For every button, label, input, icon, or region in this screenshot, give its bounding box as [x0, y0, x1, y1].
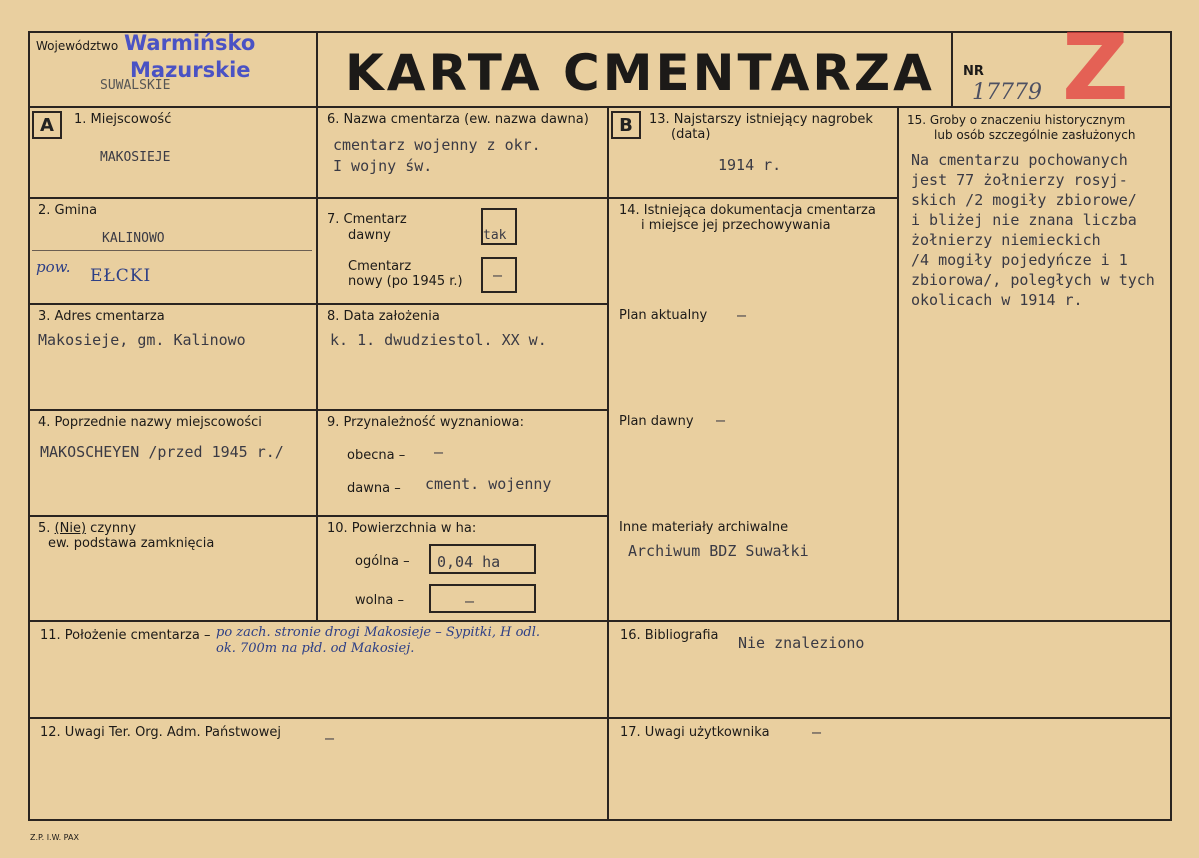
field-14-label-line2: i miejsce jej przechowywania: [641, 218, 831, 233]
field-1-label: 1. Miejscowość: [74, 112, 172, 127]
header-bottom: [28, 106, 1172, 108]
row-line-c2-3: [316, 409, 609, 411]
field-17-label: 17. Uwagi użytkownika: [620, 725, 770, 740]
field-15-line: jest 77 żołnierzy rosyj-: [911, 171, 1128, 189]
field-15-line: Na cmentarzu pochowanych: [911, 151, 1128, 169]
field-5-sub: ew. podstawa zamknięcia: [48, 536, 215, 551]
field-11-value-line1: po zach. stronie drogi Makosieje – Sypitki, H odl.: [216, 625, 541, 640]
field-9-obecna-value: –: [434, 443, 444, 461]
field-14-plan-dawny: Plan dawny: [619, 414, 694, 429]
field-11-value-line2: ok. 700m na płd. od Makosiej.: [216, 641, 415, 656]
row-line-c2-4: [316, 515, 609, 517]
field-16-value: Nie znaleziono: [738, 634, 865, 652]
field-15-label-line1: 15. Groby o znaczeniu historycznym: [907, 113, 1126, 127]
printer-mark: Z.P. I.W. PAX: [30, 833, 79, 842]
field-10-label: 10. Powierzchnia w ha:: [327, 521, 477, 536]
field-6-label: 6. Nazwa cmentarza (ew. nazwa dawna): [327, 112, 589, 127]
field-2-handwritten-pow: pow.: [36, 258, 71, 276]
typed-region: SUWALSKIE: [100, 78, 171, 93]
header-divider-2: [951, 31, 953, 107]
field-7-nowy-value: –: [493, 266, 503, 284]
field-7-dawny-value: tak: [483, 228, 507, 243]
header-divider-1: [316, 31, 318, 107]
frame-bottom: [28, 819, 1172, 821]
region-stamp-line1: Warmińsko: [124, 31, 256, 55]
field-14-plan-aktualny-value: –: [737, 306, 747, 324]
field-15-line: i bliżej nie znana liczba: [911, 211, 1137, 229]
field-7-nowy-box: [481, 257, 517, 293]
field-9-dawna: dawna –: [347, 481, 401, 496]
field-15-line: żołnierzy niemieckich: [911, 231, 1101, 249]
col-divider-1: [316, 106, 318, 620]
field-7-label: 7. Cmentarz: [327, 212, 407, 227]
field-7-dawny: dawny: [348, 228, 391, 243]
row-line-c1-3: [28, 409, 318, 411]
field-12-label: 12. Uwagi Ter. Org. Adm. Państwowej: [40, 725, 281, 740]
field-7-nowy-line2: nowy (po 1945 r.): [348, 274, 463, 289]
row-line-c1-4: [28, 515, 318, 517]
field-8-label: 8. Data założenia: [327, 309, 440, 324]
field-2-label: 2. Gmina: [38, 203, 98, 218]
row-line-c1-2: [28, 303, 318, 305]
section-b-marker: B: [611, 111, 641, 139]
field-17-value: –: [812, 723, 822, 741]
field-7-dawny-box: [481, 208, 517, 245]
section-a-marker: A: [32, 111, 62, 139]
field-1-value: MAKOSIEJE: [100, 150, 171, 165]
field-5-czynny: czynny: [90, 521, 137, 536]
field-5-label: [38, 521, 136, 537]
nr-label: NR: [963, 64, 984, 79]
col-divider-2: [607, 106, 609, 820]
row-line-c2-2: [316, 303, 609, 305]
field-10-ogolna-value: 0,04 ha: [437, 553, 501, 571]
field-9-obecna: obecna –: [347, 448, 406, 463]
field-2-value: KALINOWO: [102, 231, 165, 246]
page-title: KARTA CMENTARZA: [345, 44, 935, 102]
field-11-label: 11. Położenie cmentarza –: [40, 628, 211, 643]
field-5-number: 5.: [38, 521, 51, 536]
field-16-label: 16. Bibliografia: [620, 628, 719, 643]
frame-left: [28, 31, 30, 821]
field-14-label-line1: 14. Istniejąca dokumentacja cmentarza: [619, 203, 876, 218]
field-3-value: Makosieje, gm. Kalinowo: [38, 331, 246, 349]
field-14-inne: Inne materiały archiwalne: [619, 520, 789, 535]
thin-line-gmina: [32, 250, 312, 251]
field-2-handwritten-value: EŁCKI: [90, 266, 152, 286]
red-stamp-letter: Z: [1062, 14, 1129, 121]
field-12-value: –: [325, 729, 335, 747]
row-line-c1-1: [28, 197, 318, 199]
frame-right: [1170, 31, 1172, 821]
field-7-nowy-line1: Cmentarz: [348, 259, 412, 274]
col-divider-3: [897, 106, 899, 620]
field-4-label: 4. Poprzednie nazwy miejscowości: [38, 415, 262, 430]
field-6-value-line2: I wojny św.: [333, 157, 433, 175]
field-15-label-line2: lub osób szczególnie zasłużonych: [934, 128, 1136, 142]
field-4-value: MAKOSCHEYEN /przed 1945 r./: [40, 443, 284, 461]
nr-value: 17779: [972, 80, 1042, 105]
field-3-label: 3. Adres cmentarza: [38, 309, 165, 324]
field-10-wolna-value: –: [465, 592, 475, 610]
field-14-inne-value: Archiwum BDZ Suwałki: [628, 542, 809, 560]
field-9-dawna-value: cment. wojenny: [425, 475, 552, 493]
field-14-plan-aktualny: Plan aktualny: [619, 308, 708, 323]
row-line-bottom-1: [28, 620, 1172, 622]
row-line-bottom-2: [28, 717, 1172, 719]
field-15-line: zbiorowa/, poległych w tych: [911, 271, 1155, 289]
field-10-ogolna: ogólna –: [355, 554, 410, 569]
field-6-value-line1: cmentarz wojenny z okr.: [333, 136, 541, 154]
field-15-line: /4 mogiły pojedyńcze i 1: [911, 251, 1128, 269]
field-15-line: okolicach w 1914 r.: [911, 291, 1083, 309]
field-10-wolna: wolna –: [355, 593, 405, 608]
field-13-label-line2: (data): [671, 127, 711, 142]
row-line-c3-1: [607, 197, 899, 199]
row-line-c2-1: [316, 197, 609, 199]
field-5-nie: (Nie): [54, 521, 87, 536]
field-15-line: skich /2 mogiły zbiorowe/: [911, 191, 1137, 209]
field-13-value: 1914 r.: [718, 156, 782, 174]
field-8-value: k. 1. dwudziestol. XX w.: [330, 331, 547, 349]
field-10-ogolna-box: [429, 544, 536, 574]
region-stamp-line2: Mazurskie: [130, 58, 251, 82]
field-9-label: 9. Przynależność wyznaniowa:: [327, 415, 525, 430]
field-14-plan-dawny-value: –: [716, 411, 726, 429]
wojewodztwo-label: Województwo: [36, 39, 119, 53]
field-13-label-line1: 13. Najstarszy istniejący nagrobek: [649, 112, 873, 127]
field-15-value: [911, 150, 1155, 310]
field-10-wolna-box: [429, 584, 536, 613]
